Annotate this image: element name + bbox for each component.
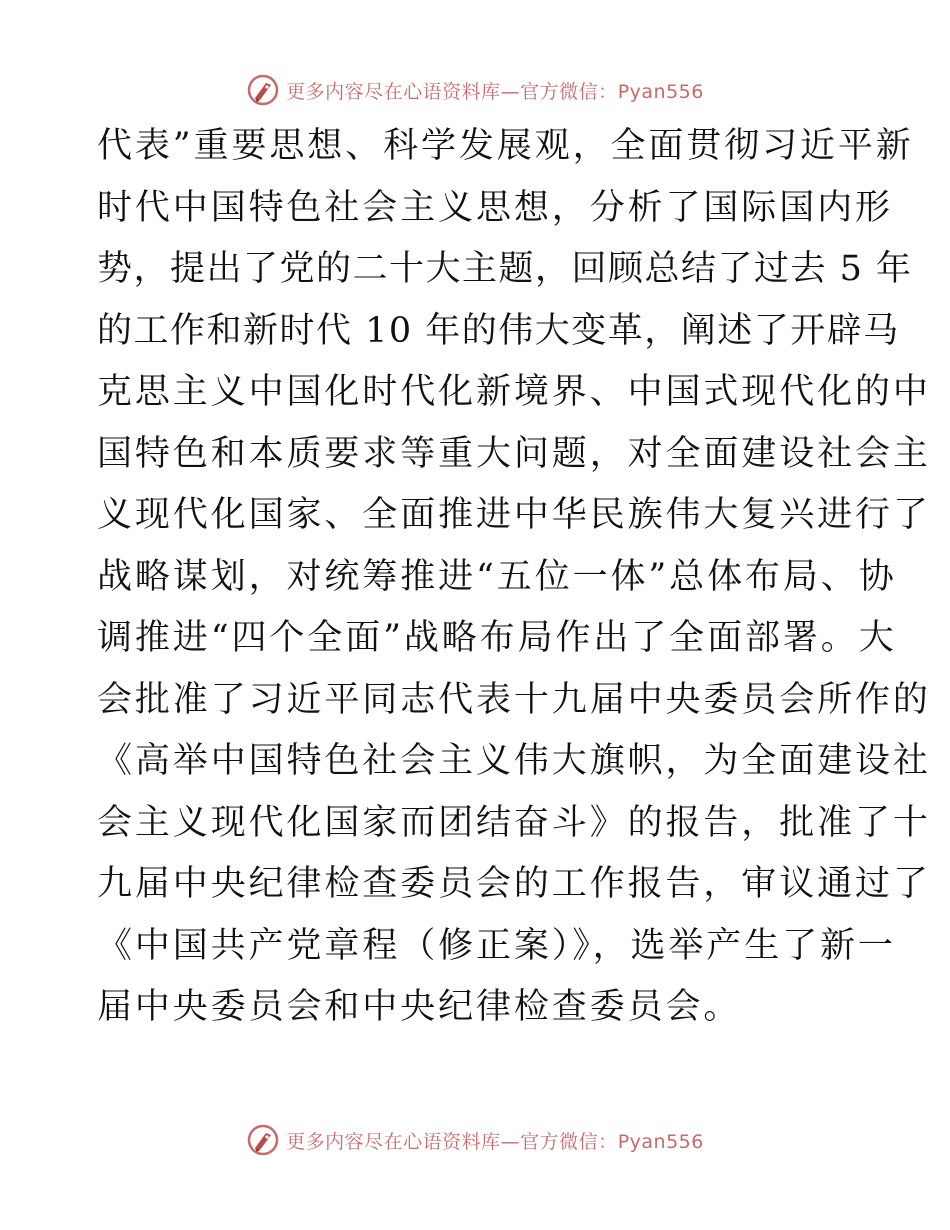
body-line: 届中央委员会和中央纪律检查委员会。 bbox=[97, 987, 742, 1027]
body-line: 《高举中国特色社会主义伟大旗帜，为全面建设社 bbox=[97, 741, 931, 781]
body-line: 的工作和新时代 10 年的伟大变革，阐述了开辟马 bbox=[97, 310, 900, 351]
footer-contact-id: Pyan556 bbox=[617, 1130, 704, 1153]
body-line: 代表”重要思想、科学发展观，全面贯彻习近平新 bbox=[97, 126, 914, 166]
document-body bbox=[97, 116, 931, 1039]
body-line: 国特色和本质要求等重大问题，对全面建设社会主 bbox=[97, 433, 931, 474]
body-line: 会批准了习近平同志代表十九届中央委员会所作的 bbox=[97, 679, 931, 720]
body-line: 克思主义中国化时代化新境界、中国式现代化的中 bbox=[97, 372, 931, 412]
footer-banner-dash: — bbox=[500, 1130, 521, 1153]
body-line: 时代中国特色社会主义思想，分析了国际国内形 bbox=[97, 187, 893, 228]
header-banner-text-group bbox=[286, 77, 704, 104]
body-line: 《中国共产党章程（修正案）》，选举产生了新一 bbox=[97, 925, 896, 966]
body-line: 战略谋划，对统筹推进“五位一体”总体布局、协 bbox=[97, 556, 897, 597]
header-contact-label: 官方微信： bbox=[520, 80, 618, 103]
footer-banner-title: 更多内容尽在心语资料库 bbox=[286, 1130, 501, 1153]
pen-nib-circle-logo-icon bbox=[246, 73, 280, 107]
header-banner-title: 更多内容尽在心语资料库 bbox=[286, 80, 501, 103]
body-line: 九届中央纪律检查委员会的工作报告，审议通过了 bbox=[97, 864, 931, 904]
body-line: 调推进“四个全面”战略布局作出了全面部署。大 bbox=[97, 618, 897, 658]
body-line: 势，提出了党的二十大主题，回顾总结了过去 5 年 bbox=[97, 249, 913, 289]
header-contact-id: Pyan556 bbox=[617, 80, 704, 103]
header-banner bbox=[0, 70, 950, 110]
footer-contact-label: 官方微信： bbox=[520, 1130, 618, 1153]
body-line: 会主义现代化国家而团结奋斗》的报告，批准了十 bbox=[97, 802, 931, 843]
pen-nib-circle-logo-icon bbox=[246, 1123, 280, 1157]
body-line: 义现代化国家、全面推进中华民族伟大复兴进行了 bbox=[97, 495, 931, 535]
footer-banner-text-group bbox=[286, 1127, 704, 1154]
header-banner-dash: — bbox=[500, 80, 521, 103]
footer-banner bbox=[0, 1120, 950, 1160]
